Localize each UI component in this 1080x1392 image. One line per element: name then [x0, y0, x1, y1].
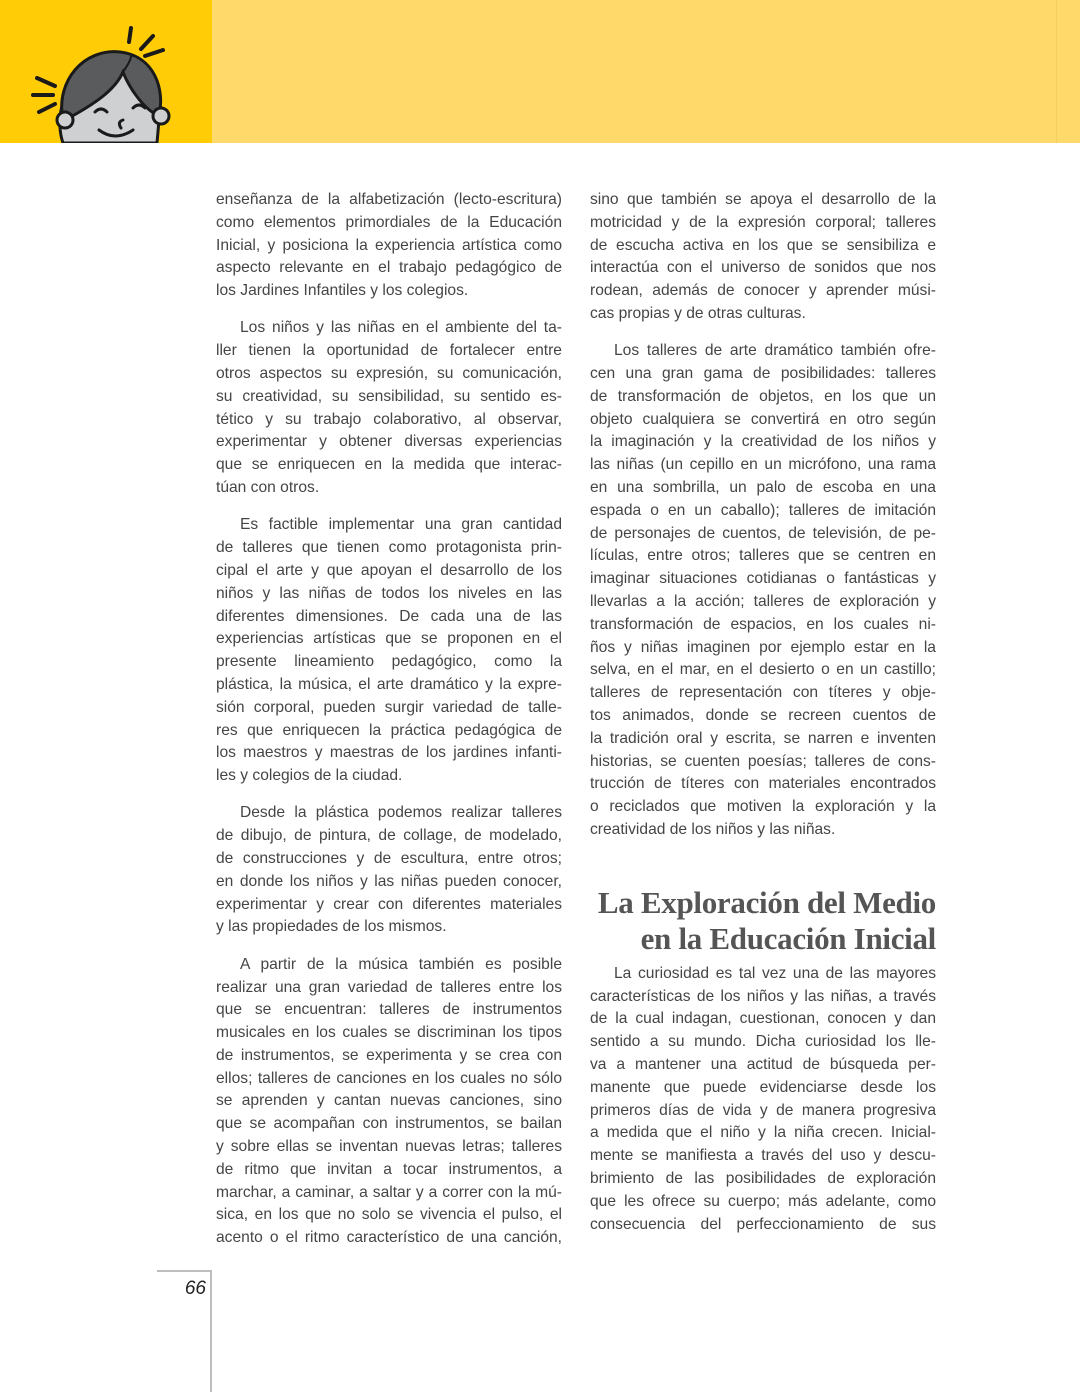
text-line: res que enriquecen la práctica pedagógica de: [216, 721, 562, 739]
text-line: sino que también se apoya el desarrollo de la: [590, 191, 936, 208]
text-line: Inicial, y posiciona la experiencia artística como: [216, 236, 562, 254]
text-line: motricidad y de la expresión corporal; talleres: [590, 213, 936, 231]
text-line: Los niños y las niñas en el ambiente del ta-: [240, 319, 562, 337]
text-line: acento o el ritmo característico de una canción,: [216, 1229, 562, 1247]
paragraph: [216, 802, 562, 939]
text-line: objeto cualquiera se convertirá en otro según: [590, 410, 936, 428]
paragraph: [216, 954, 562, 1250]
text-line: que se encuentran: talleres de instrumentos: [216, 1001, 562, 1019]
page-number-rule-vertical: [210, 1270, 212, 1392]
text-line: espada o en un caballo); talleres de imitación: [590, 501, 936, 519]
text-line: cipal el arte y que apoyan el desarrollo de los: [216, 561, 562, 579]
text-line: lículas, entre otros; talleres que se centren en: [590, 547, 936, 565]
paragraph: [590, 189, 936, 326]
text-line: ños y niñas imaginen por ejemplo estar en la: [590, 638, 936, 656]
text-line: sión corporal, pueden surgir variedad de talle-: [216, 698, 562, 716]
text-line: sentido a su mundo. Dicha curiosidad los lle-: [590, 1033, 936, 1051]
paragraph: [216, 514, 562, 788]
text-line: experimentar y crear con diferentes materiales: [216, 895, 562, 913]
text-line: y las propiedades de los mismos.: [216, 918, 447, 936]
text-line: trucción de títeres con materiales encontrados: [590, 775, 936, 793]
text-line: selva, en el mar, en el desierto o en un castillo;: [590, 661, 936, 679]
text-line: de transformación de objetos, en los que un: [590, 387, 936, 405]
section-heading: [590, 885, 936, 957]
text-line: transformación de espacios, en los cuales ni-: [590, 615, 936, 633]
text-line: de dibujo, de pintura, de collage, de modelado,: [216, 827, 562, 845]
right-column-body-bottom: [590, 963, 936, 1237]
paragraph: [590, 340, 936, 842]
text-line: de instrumentos, se experimenta y se crea con: [216, 1046, 562, 1064]
text-line: experiencias artísticas que se proponen en el: [216, 630, 562, 648]
text-line: la imaginación y la creatividad de los niños y: [590, 433, 936, 451]
text-line: los Jardines Infantiles y los colegios.: [216, 282, 469, 300]
text-line: o reciclados que motiven la exploración y la: [590, 798, 936, 816]
text-line: de personajes de cuentos, de televisión, de pe-: [590, 524, 936, 542]
text-line: de talleres que tienen como protagonista prin-: [216, 539, 562, 557]
text-line: La curiosidad es tal vez una de las mayores: [614, 964, 936, 982]
text-line: aspecto relevante en el trabajo pedagógico de: [216, 259, 562, 277]
text-line: su creatividad, su sensibilidad, su sentido es-: [216, 387, 562, 405]
left-text-column: [216, 189, 562, 1265]
header-divider: [1056, 0, 1057, 143]
text-line: les y colegios de la ciudad.: [216, 767, 403, 785]
text-line: otros aspectos su expresión, su comunicación,: [216, 365, 562, 383]
text-line: de construcciones y de escultura, entre otros;: [216, 850, 562, 868]
page-number: 66: [184, 1278, 206, 1299]
paragraph: [590, 963, 936, 1237]
text-line: se aprenden y cantan nuevas canciones, sino: [216, 1092, 562, 1110]
text-line: plástica, la música, el arte dramático y la expre-: [216, 675, 562, 693]
text-line: marchar, a caminar, a saltar y a correr con la mú-: [216, 1183, 562, 1201]
text-line: manente que puede evidenciarse desde los: [590, 1078, 936, 1096]
text-line: enseñanza de la alfabetización (lecto-escritura): [216, 191, 562, 208]
section-heading-line2: en la Educación Inicial: [640, 920, 936, 956]
text-line: en donde los niños y las niñas pueden conocer,: [216, 872, 562, 890]
header-band-light: [212, 0, 1080, 143]
text-line: llevarlas a la acción; talleres de exploración y: [590, 593, 936, 611]
text-line: presente lineamiento pedagógico, como la: [216, 653, 562, 671]
text-line: túan con otros.: [216, 479, 320, 497]
text-line: cas propias y de otras culturas.: [590, 304, 806, 322]
text-line: primeros días de vida y de manera progresiva: [590, 1101, 936, 1119]
text-line: características de los niños y las niñas, a través: [590, 987, 936, 1005]
smiling-child-face-icon: [25, 20, 175, 143]
text-line: imaginar situaciones cotidianas o fantásticas y: [590, 570, 936, 588]
text-line: cen una gran gama de posibilidades: talleres: [590, 365, 936, 383]
text-line: interactúa con el universo de sonidos que nos: [590, 259, 936, 277]
text-line: que se enriquecen en la medida que interac-: [216, 456, 562, 474]
text-line: realizar una gran variedad de talleres entre los: [216, 978, 562, 996]
text-line: tético y su trabajo colaborativo, al observar,: [216, 410, 562, 428]
text-line: como elementos primordiales de la Educación: [216, 213, 562, 231]
text-line: que se acompañan con instrumentos, se bailan: [216, 1115, 562, 1133]
text-line: va a mantener una actitud de búsqueda per-: [590, 1056, 936, 1073]
text-line: sica, en los que no solo se vivencia el pulso, el: [216, 1206, 562, 1224]
text-line: historias, se cuenten poesías; talleres de cons-: [590, 752, 936, 770]
text-line: experimentar y obtener diversas experiencias: [216, 433, 562, 451]
text-line: que les ofrece su cuerpo; más adelante, como: [590, 1192, 936, 1210]
text-line: a medida que el niño y la niña crecen. Inicial-: [590, 1124, 936, 1142]
text-line: tos animados, donde se recreen cuentos de: [590, 707, 936, 725]
text-line: mente se manifiesta a través del uso y descu-: [590, 1147, 936, 1165]
paragraph: [216, 189, 562, 303]
text-line: ller tienen la oportunidad de fortalecer entre: [216, 342, 562, 360]
text-line: Es factible implementar una gran cantidad: [240, 516, 562, 534]
text-line: en una sombrilla, un palo de escoba en una: [590, 479, 936, 497]
text-line: y sobre ellas se inventan nuevas letras; talleres: [216, 1138, 562, 1156]
text-line: consecuencia del perfeccionamiento de sus: [590, 1215, 936, 1233]
text-line: niños y las niñas de todos los niveles en las: [216, 584, 562, 602]
text-line: Los talleres de arte dramático también ofre-: [614, 342, 936, 360]
text-line: A partir de la música también es posible: [240, 955, 562, 973]
text-line: ellos; talleres de canciones en los cuales no sólo: [216, 1069, 562, 1087]
page-number-rule-horizontal: [157, 1270, 212, 1272]
text-line: rodean, además de conocer y aprender músi-: [590, 282, 936, 300]
text-line: talleres de representación con títeres y obje-: [590, 684, 936, 702]
text-line: de la cual indagan, cuestionan, conocen y dan: [590, 1010, 936, 1028]
text-line: creatividad de los niños y las niñas.: [590, 821, 836, 839]
text-line: de ritmo que invitan a tocar instrumentos, a: [216, 1160, 562, 1178]
text-line: de escucha activa en los que se sensibiliza e: [590, 236, 936, 254]
section-heading-line1: La Exploración del Medio: [597, 884, 936, 920]
text-line: los maestros y maestras de los jardines infanti-: [216, 744, 562, 762]
paragraph: [216, 317, 562, 499]
text-line: diferentes dimensiones. De cada una de las: [216, 607, 562, 625]
text-line: brimiento de las posibilidades de exploración: [590, 1169, 936, 1187]
text-line: la tradición oral y escrita, se narren e inventen: [590, 729, 936, 747]
right-column-body-top: [590, 189, 936, 842]
text-line: Desde la plástica podemos realizar talleres: [240, 804, 562, 822]
text-line: las niñas (un cepillo en un micrófono, una rama: [590, 456, 936, 474]
text-line: musicales en los cuales se discriminan los tipos: [216, 1024, 562, 1042]
right-text-column: [590, 189, 936, 1251]
